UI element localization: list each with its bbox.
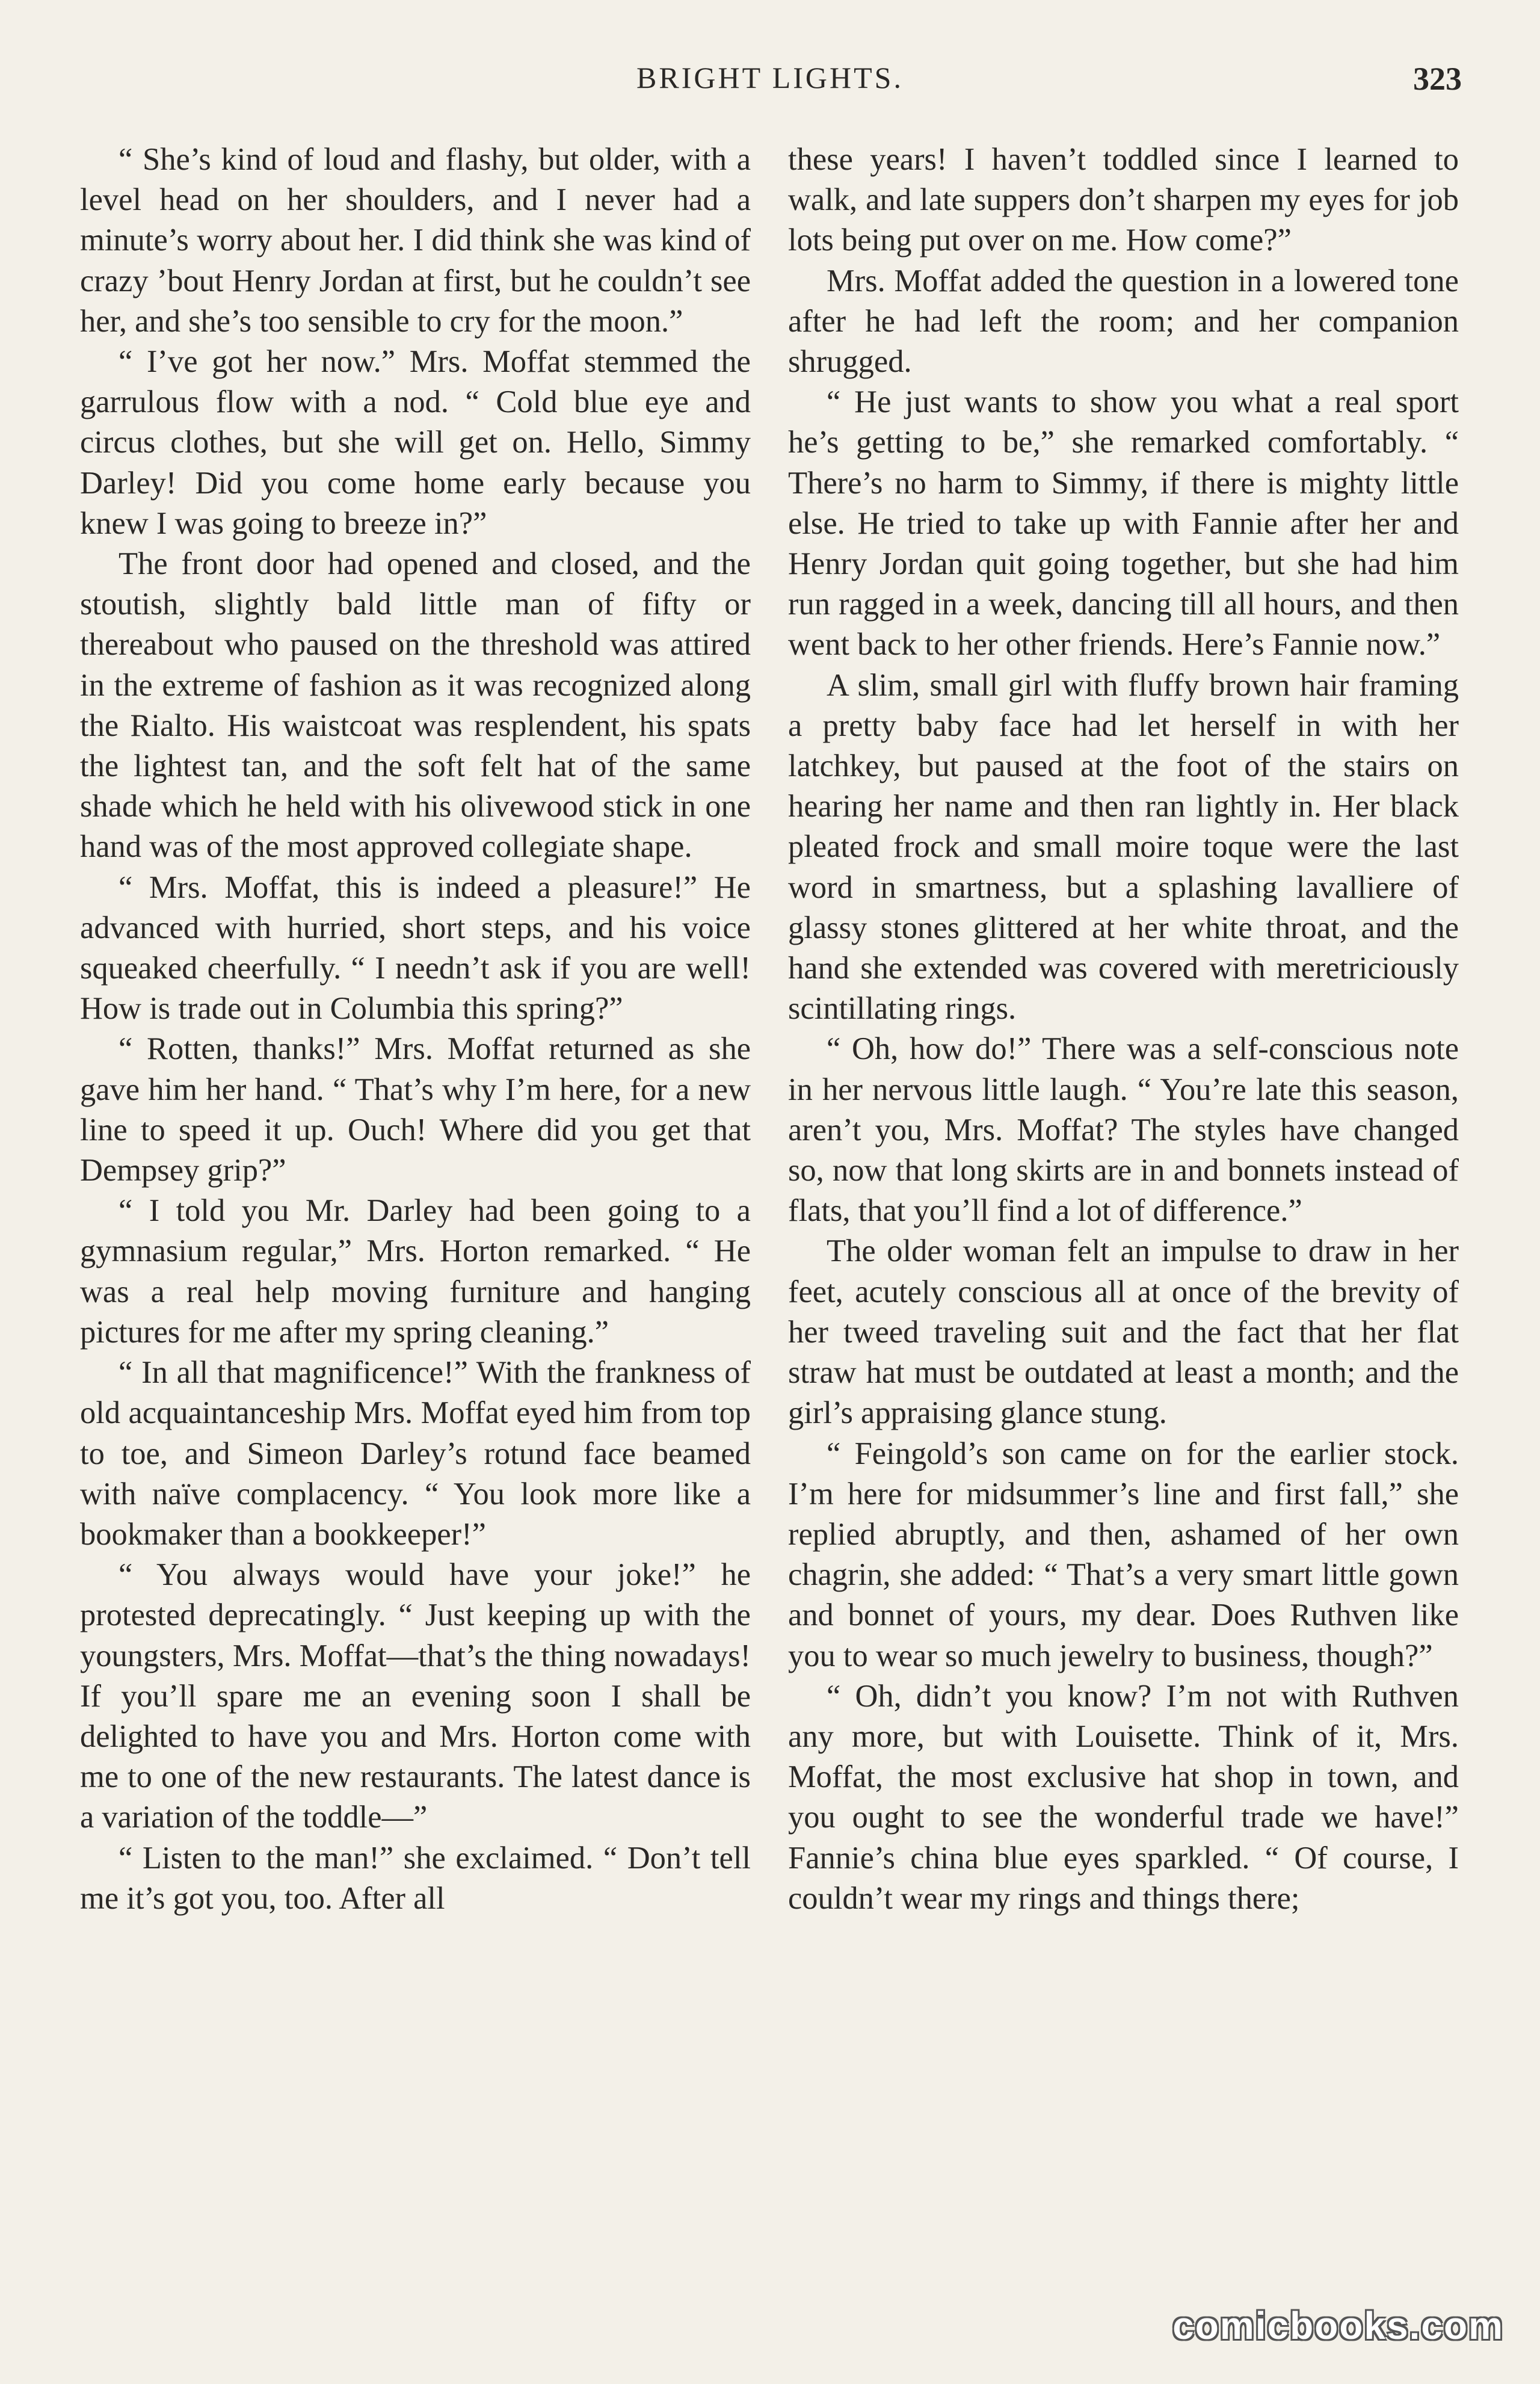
paragraph: “ I told you Mr. Darley had been going to a gymnasium regular,” Mrs. Horton remarked. “ He was a real help moving furniture and hanging pictures for me after my spring cleaning.” — [80, 1193, 751, 1350]
paragraph: “ Rotten, thanks!” Mrs. Moffat returned as she gave him her hand. “ That’s why I’m here, for a new line to speed it up. Ouch! Where did you get that Dempsey grip?” — [80, 1031, 751, 1188]
paragraph: “ You always would have your joke!” he protested deprecatingly. “ Just keeping up with the youngsters, Mrs. Moffat—that’s the thing nowadays! If you’ll spare me an evening soon I shall be delighted to have you and Mrs. Horton come with me to one of the new restaurants. The latest dance is a variation of the toddle—” — [80, 1557, 751, 1835]
paragraph: “ In all that magnificence!” With the frankness of old acquaintanceship Mrs. Moffat eyed him from top to toe, and Simeon Darley’s rotund face beamed with naïve complacency. “ You look more like a bookmaker than a bookkeeper!” — [80, 1355, 751, 1552]
paragraph: Mrs. Moffat added the question in a lowered tone after he had left the room; and her companion shrugged. — [788, 263, 1459, 380]
page-number: 323 — [1413, 61, 1462, 97]
paragraph: “ He just wants to show you what a real sport he’s getting to be,” she remarked comfortably. “ There’s no harm to Simmy, if there is mighty little else. He tried to take up with Fannie after her and Henry Jordan quit going together, but she had him run ragged in a week, dancing till all hours, and then went back to her other friends. Here’s Fannie now.” — [788, 384, 1459, 662]
paragraph: The older woman felt an impulse to draw in her feet, acutely conscious all at once of the brevity of her tweed traveling suit and the fact that her flat straw hat must be outdated at least a month; and the girl’s appraising glance stung. — [788, 1234, 1459, 1431]
paragraph: A slim, small girl with fluffy brown hair framing a pretty baby face had let herself in with her latchkey, but paused at the foot of the stairs on hearing her name and then ran lightly in. Her black pleated frock and small moire toque were the last word in smartness, but a splashing lavalliere of glassy stones glittered at her white throat, and the hand she extended was covered with meretriciously scintillating rings. — [788, 667, 1459, 1027]
paragraph: “ Mrs. Moffat, this is indeed a pleasure!” He advanced with hurried, short steps, and his voice squeaked cheerfully. “ I needn’t ask if you are well! How is trade out in Columbia this spring?” — [80, 869, 751, 1027]
left-column — [80, 140, 751, 1919]
paragraph: “ Listen to the man!” she exclaimed. “ Don’t tell me it’s got you, too. After all — [80, 1840, 751, 1916]
page-header — [78, 60, 1462, 108]
paragraph: “ Feingold’s son came on for the earlier stock. I’m here for midsummer’s line and first fall,” she replied abruptly, and then, ashamed of her own chagrin, she added: “ That’s a very smart little gown and bonnet of yours, my dear. Does Ruthven like you to wear so much jewelry to business, though?” — [788, 1436, 1459, 1673]
paragraph: “ Oh, didn’t you know? I’m not with Ruthven any more, but with Louisette. Think of it, Mrs. Moffat, the most exclusive hat shop in town, and you ought to see the wonderful trade we have!” Fannie’s china blue eyes sparkled. “ Of course, I couldn’t wear my rings and things there; — [788, 1678, 1459, 1916]
paragraph: “ She’s kind of loud and flashy, but older, with a level head on her shoulders, and I never had a minute’s worry about her. I did think she was kind of crazy ’bout Henry Jordan at first, but he couldn’t see her, and she’s too sensible to cry for the moon.” — [80, 142, 751, 339]
paragraph: “ Oh, how do!” There was a self-conscious note in her nervous little laugh. “ You’re late this season, aren’t you, Mrs. Moffat? The styles have changed so, now that long skirts are in and bonnets instead of flats, that you’ll find a lot of difference.” — [788, 1031, 1459, 1229]
paragraph-continuation: these years! I haven’t toddled since I learned to walk, and late suppers don’t sharpen my eyes for job lots being put over on me. How come?” — [788, 142, 1459, 258]
paragraph: The front door had opened and closed, and the stoutish, slightly bald little man of fifty or thereabout who paused on the threshold was attired in the extreme of fashion as it was recognized along the Rialto. His waistcoat was resplendent, his spats the lightest tan, and the soft felt hat of the same shade which he held with his olivewood stick in one hand was of the most approved collegiate shape. — [80, 546, 751, 865]
right-column — [788, 140, 1459, 1919]
watermark: comicbooks.com — [1172, 2304, 1504, 2347]
paragraph: “ I’ve got her now.” Mrs. Moffat stemmed the garrulous flow with a nod. “ Cold blue eye and circus clothes, but she will get on. Hello, Simmy Darley! Did you come home early because you knew I was going to breeze in?” — [80, 344, 751, 541]
running-head: BRIGHT LIGHTS. — [636, 61, 904, 94]
